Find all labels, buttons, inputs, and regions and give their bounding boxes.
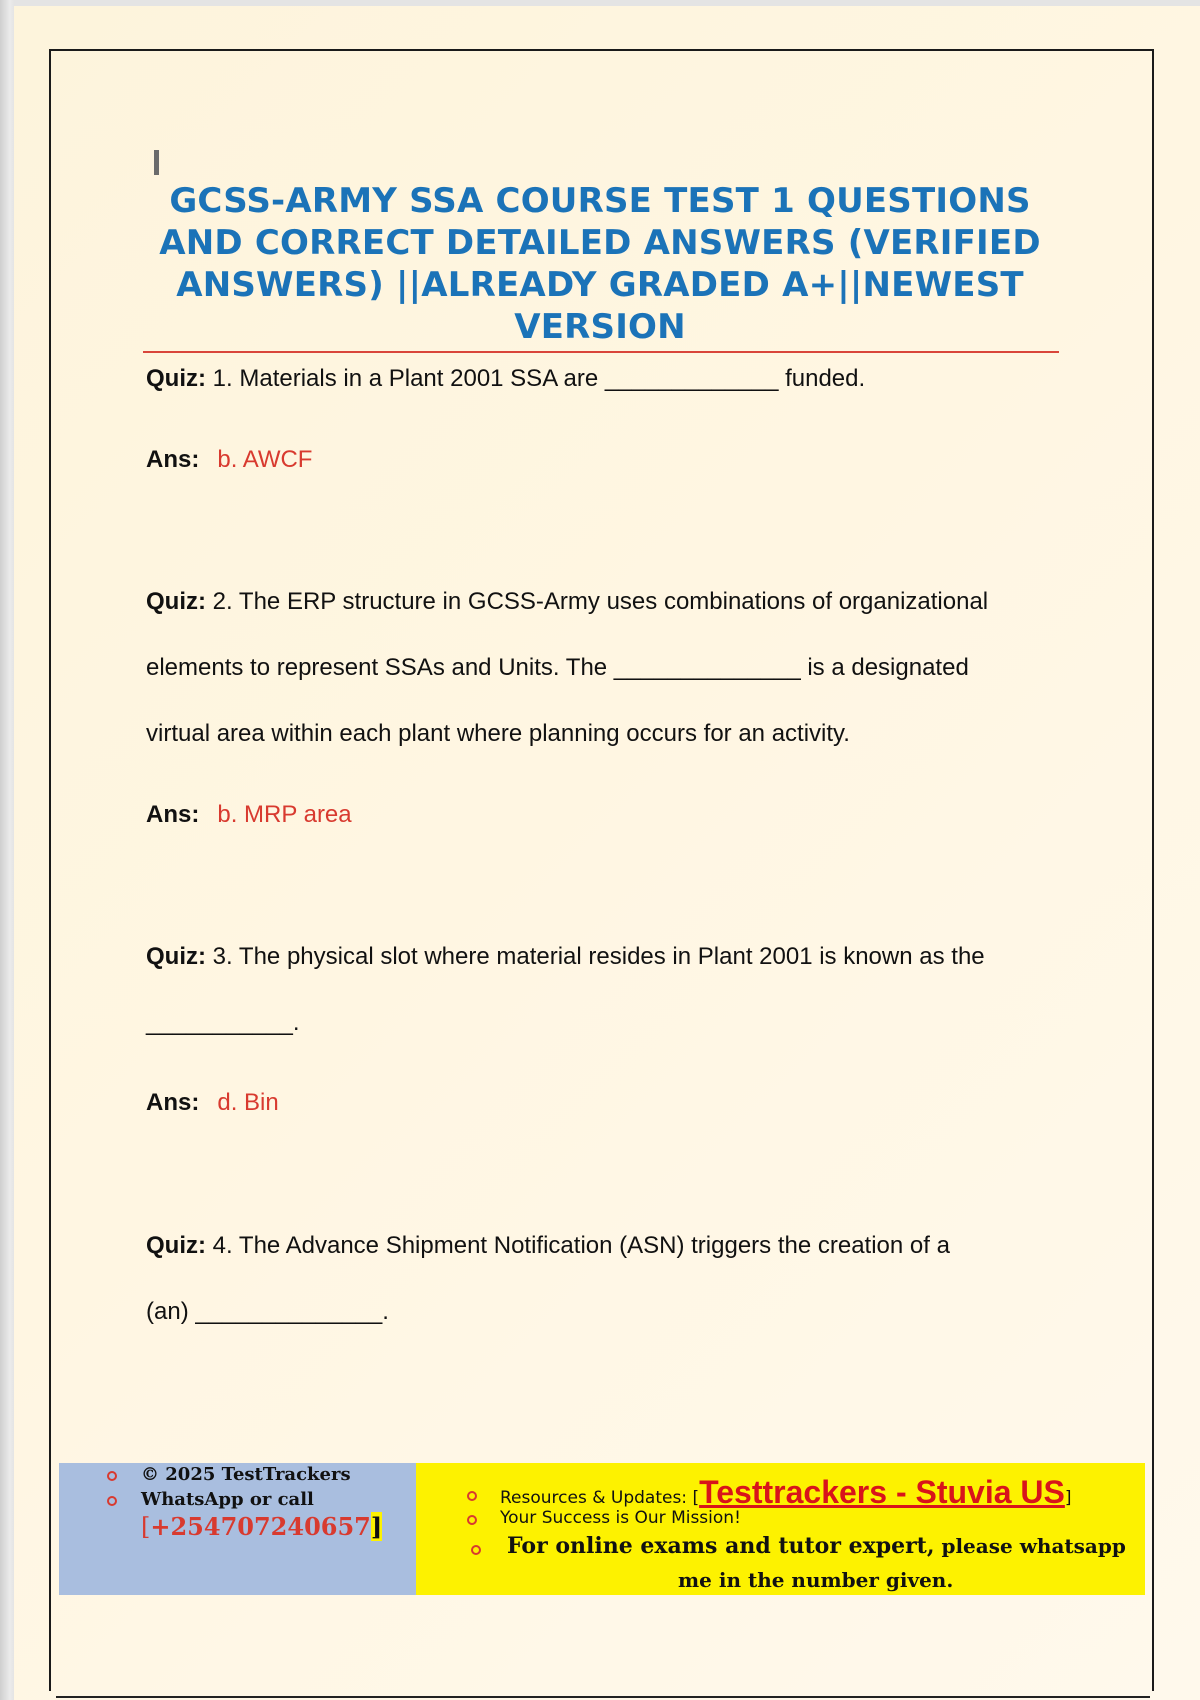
title-line: GCSS-ARMY SSA COURSE TEST 1 QUESTIONS <box>169 181 1031 221</box>
answer-value: b. AWCF <box>217 446 313 473</box>
resources-label: Resources & Updates: <box>500 1488 693 1508</box>
phone-line: [+254707240657] <box>141 1512 383 1541</box>
promo-text-c: me in the number given. <box>678 1568 954 1592</box>
quiz-label: Quiz: <box>146 943 206 970</box>
answer-2 <box>146 801 352 829</box>
title-line: AND CORRECT DETAILED ANSWERS (VERIFIED <box>159 223 1041 263</box>
answer-3 <box>146 1089 279 1117</box>
quiz-question-3 <box>146 924 1076 1056</box>
question-line: virtual area within each plant where planning occurs for an activity. <box>146 720 850 747</box>
question-line <box>146 569 1076 635</box>
quiz-label: Quiz: <box>146 365 206 392</box>
quiz-question-1 <box>146 346 1076 412</box>
quiz-label: Quiz: <box>146 588 206 615</box>
promo-line-1 <box>507 1533 1126 1559</box>
promo-line-2 <box>678 1567 953 1593</box>
whatsapp-label: WhatsApp or call <box>141 1489 314 1510</box>
bullet-icon <box>467 1515 477 1525</box>
document-title <box>145 180 1055 348</box>
ans-label: Ans: <box>146 801 200 828</box>
answer-value: d. Bin <box>217 1089 279 1116</box>
title-line: ANSWERS) ||ALREADY GRADED A+||NEWEST <box>176 265 1024 305</box>
copyright-text: © 2025 TestTrackers <box>141 1464 351 1485</box>
quiz-question-4 <box>146 1213 1076 1345</box>
ans-label: Ans: <box>146 446 200 473</box>
bullet-icon <box>107 1471 117 1481</box>
bullet-icon <box>471 1545 481 1555</box>
question-text: 4. The Advance Shipment Notification (ASN) triggers the creation of a <box>212 1232 950 1259</box>
bullet-icon <box>107 1496 117 1506</box>
brand-link[interactable]: Testtrackers - Stuvia US <box>699 1474 1065 1510</box>
quiz-label: Quiz: <box>146 1232 206 1259</box>
mission-text: Your Success is Our Mission! <box>500 1508 741 1528</box>
question-text: 3. The physical slot where material resides in Plant 2001 is known as the <box>212 943 985 970</box>
answer-1 <box>146 446 312 474</box>
quiz-question-2 <box>146 569 1076 767</box>
question-line: elements to represent SSAs and Units. The ______________ is a designated <box>146 654 969 681</box>
page-bottom-rule <box>56 1696 1150 1698</box>
question-text: 2. The ERP structure in GCSS-Army uses combinations of organizational <box>212 588 989 615</box>
question-line <box>146 1213 1076 1279</box>
question-text: 1. Materials in a Plant 2001 SSA are _____________ funded. <box>212 365 866 392</box>
question-line: ___________. <box>146 1009 300 1036</box>
question-line <box>146 924 1076 990</box>
question-line: (an) ______________. <box>146 1298 389 1325</box>
question-line <box>146 346 1076 412</box>
promo-text-a: For online exams and tutor expert, <box>507 1533 935 1559</box>
promo-text-b: please whatsapp <box>934 1534 1126 1558</box>
title-line: VERSION <box>514 307 686 347</box>
answer-value: b. MRP area <box>217 801 352 828</box>
resources-line: Resources & Updates: [Testtrackers - Stuvia US] <box>500 1474 1072 1510</box>
phone-number[interactable]: +254707240657 <box>150 1512 371 1541</box>
text-cursor-mark <box>154 150 159 175</box>
bullet-icon <box>467 1491 477 1501</box>
ans-label: Ans: <box>146 1089 200 1116</box>
